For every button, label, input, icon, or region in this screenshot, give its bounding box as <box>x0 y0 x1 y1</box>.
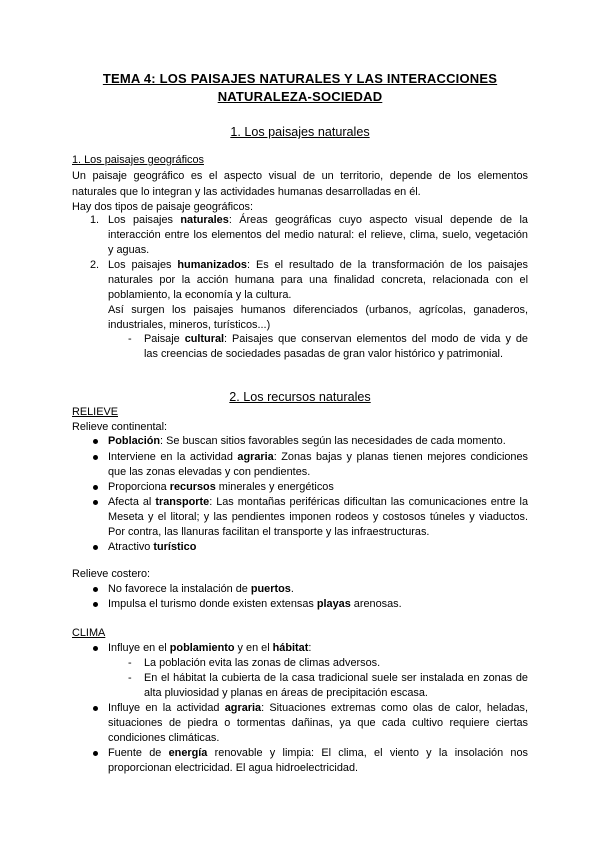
cultural-post: : Paisajes que conservan elementos del modo de vida y de <box>224 333 528 345</box>
bullet-icon <box>93 439 98 444</box>
relieve-b2-pre: Interviene en la actividad <box>108 451 238 463</box>
relieve-b4-bold: transporte <box>155 496 210 508</box>
relieve-b5-pre: Atractivo <box>108 541 154 553</box>
relieve-b4-line-3: Por contra, las llanuras facilitan el transporte y las infraestructuras. <box>108 526 430 538</box>
item-1-line-3: y aguas. <box>108 244 150 256</box>
section-1-heading: 1. Los paisajes naturales <box>230 125 370 139</box>
item-1-bold: naturales <box>180 214 229 226</box>
clima-s2-line-1: En el hábitat la cubierta de la casa tradicional suele ser instalada en zonas de <box>144 672 528 684</box>
relieve-b4-line-2: Meseta y el litoral; y las pendientes imponen rodeos y costosos túneles y viaductos. <box>108 511 528 523</box>
clima-b3-pre: Fuente de <box>108 747 169 759</box>
costero-c1 <box>108 582 294 597</box>
clima-b1-pre: Influye en el <box>108 642 170 654</box>
costero-c1-post: . <box>290 583 294 595</box>
item-2-line-3: poblamiento, la economía y la cultura. <box>108 289 292 301</box>
item-1-post: : Áreas geográficas cuyo aspecto visual depende de la <box>228 214 528 226</box>
sub-dash-cultural: - <box>128 333 132 345</box>
item-2-line-2: naturales por la acción humana para una finalidad concreta, relacionada con el <box>108 274 528 286</box>
section-1-subheading: 1. Los paisajes geográficos <box>72 154 204 166</box>
relieve-b5 <box>108 540 196 555</box>
item-1-pre: Los paisajes <box>108 214 181 226</box>
relieve-b2-post: : Zonas bajas y planas tienen mejores condiciones <box>273 451 528 463</box>
clima-b1-bold: poblamiento <box>169 642 235 654</box>
costero-c2-bold: playas <box>316 598 351 610</box>
costero-c2-pre: Impulsa el turismo donde existen extensas <box>108 598 317 610</box>
costero-c1-bold: puertos <box>250 583 291 595</box>
clima-label: CLIMA <box>72 627 106 639</box>
types-intro: Hay dos tipos de paisaje geográficos: <box>72 201 254 213</box>
clima-b3-line-1 <box>108 746 528 761</box>
clima-s2-line-2: alta pluviosidad y planas en áreas de precipitación escasa. <box>144 687 428 699</box>
clima-b2-line-1 <box>108 701 528 716</box>
cultural-line-1 <box>144 332 528 347</box>
list-number-1: 1. <box>90 214 100 226</box>
clima-b2-post: : Situaciones extremas como olas de calor, heladas, <box>261 702 529 714</box>
relieve-b2-bold: agraria <box>237 451 274 463</box>
item-1-line-1 <box>108 213 528 228</box>
section-1-intro-line-1: Un paisaje geográfico es el aspecto visual de un territorio, depende de los elementos <box>72 170 528 182</box>
cultural-bold: cultural <box>184 333 225 345</box>
relieve-continental-label: Relieve continental: <box>72 421 168 433</box>
relieve-b3-bold: recursos <box>169 481 216 493</box>
clima-b2-line-2: situaciones de piedra o tormentas dañinas, ya que cada cultivo requiere ciertas <box>108 717 528 729</box>
relieve-b4-pre: Afecta al <box>108 496 156 508</box>
relieve-b4-line-1 <box>108 495 528 510</box>
relieve-b1 <box>108 434 506 449</box>
relieve-b3-pre: Proporciona <box>108 481 170 493</box>
cultural-pre: Paisaje <box>144 333 185 345</box>
item-2-post: : Es el resultado de la transformación de los paisajes <box>246 259 528 271</box>
document-title-line-1: TEMA 4: LOS PAISAJES NATURALES Y LAS INTERACCIONES <box>102 71 498 86</box>
relieve-label: RELIEVE <box>72 406 119 418</box>
relieve-b1-bold: Población <box>108 435 161 447</box>
list-number-2: 2. <box>90 259 100 271</box>
clima-b1-post: : <box>308 642 312 654</box>
section-1-intro-line-2: naturales que lo integran y las actividades humanas desarrolladas en él. <box>72 186 421 198</box>
document-title-line-2: NATURALEZA-SOCIEDAD <box>217 89 383 104</box>
relieve-b1-post: : Se buscan sitios favorables según las necesidades de cada momento. <box>160 435 506 447</box>
bullet-icon <box>93 751 98 756</box>
item-2-line-4: Así surgen los paisajes humanos diferenciados (urbanos, agrícolas, ganaderos, <box>108 304 528 316</box>
relieve-costero-label: Relieve costero: <box>72 568 151 580</box>
bullet-icon <box>93 602 98 607</box>
bullet-icon <box>93 455 98 460</box>
relieve-b3 <box>108 480 334 495</box>
item-2-line-5: industriales, mineros, turísticos...) <box>108 319 271 331</box>
bullet-icon <box>93 545 98 550</box>
clima-b1-mid: y en el <box>234 642 273 654</box>
bullet-icon <box>93 706 98 711</box>
item-2-bold: humanizados <box>177 259 247 271</box>
section-2-heading: 2. Los recursos naturales <box>229 390 371 404</box>
bullet-icon <box>93 646 98 651</box>
clima-b2-pre: Influye en la actividad <box>108 702 225 714</box>
bullet-icon <box>93 587 98 592</box>
item-2-line-1 <box>108 258 528 273</box>
relieve-b4-post: : Las montañas periféricas dificultan las comunicaciones entre la <box>209 496 528 508</box>
clima-b1 <box>108 641 311 656</box>
sub-dash-clima-2: - <box>128 672 132 684</box>
costero-c1-pre: No favorece la instalación de <box>108 583 251 595</box>
clima-s1: La población evita las zonas de climas adversos. <box>144 657 381 669</box>
clima-b1-bold2: hábitat <box>272 642 309 654</box>
relieve-b3-post: minerales y energéticos <box>215 481 334 493</box>
clima-b2-bold: agraria <box>224 702 262 714</box>
relieve-b5-bold: turístico <box>153 541 197 553</box>
clima-b3-bold: energía <box>168 747 208 759</box>
bullet-icon <box>93 500 98 505</box>
relieve-b2-line-2: que las zonas elevadas y con pendientes. <box>108 466 311 478</box>
costero-c2 <box>108 597 402 612</box>
costero-c2-post: arenosas. <box>350 598 402 610</box>
item-1-line-2: interacción entre los elementos del medio natural: el relieve, clima, suelo, vegetación <box>108 229 528 241</box>
clima-b3-post: renovable y limpia: El clima, el viento y la insolación nos <box>207 747 528 759</box>
cultural-line-2: las creencias de sociedades pasadas de gran valor histórico y patrimonial. <box>144 348 503 360</box>
relieve-b2-line-1 <box>108 450 528 465</box>
bullet-icon <box>93 485 98 490</box>
sub-dash-clima-1: - <box>128 657 132 669</box>
clima-b2-line-3: condiciones climáticas. <box>108 732 220 744</box>
clima-b3-line-2: proporcionan electricidad. El agua hidroelectricidad. <box>108 762 359 774</box>
item-2-pre: Los paisajes <box>108 259 178 271</box>
